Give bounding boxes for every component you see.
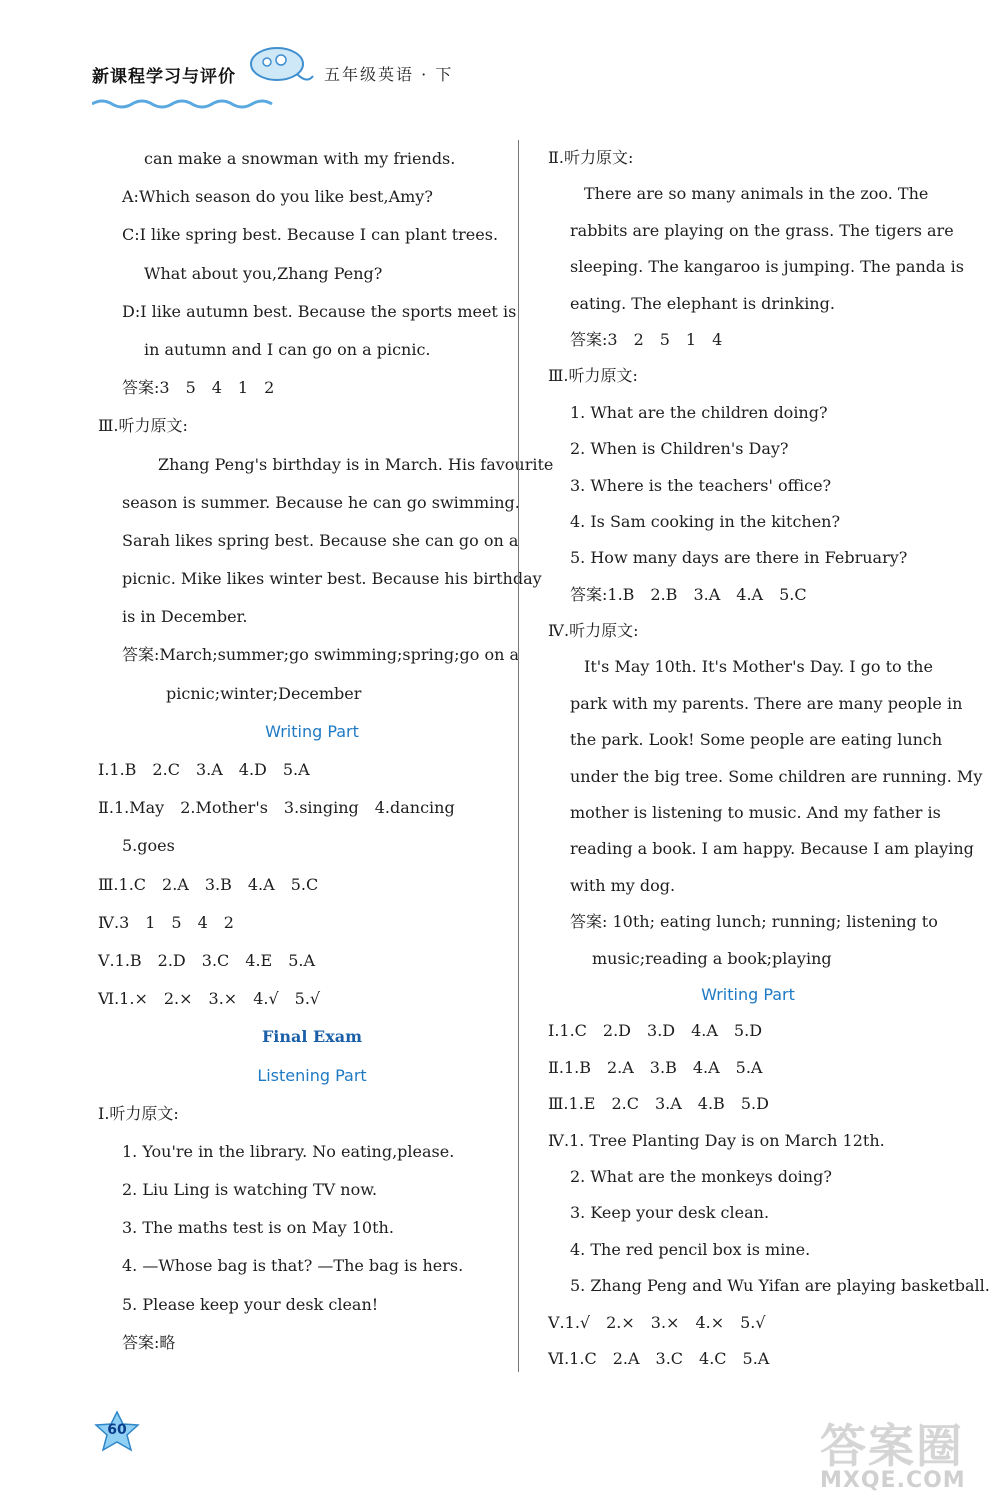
text-line: Ⅱ.听力原文:: [548, 148, 634, 167]
text-line: park with my parents. There are many people in: [570, 693, 963, 713]
text-line: Sarah likes spring best. Because she can go on a: [122, 530, 519, 550]
text-line: Ⅱ.1.B 2.A 3.B 4.A 5.A: [548, 1057, 763, 1077]
right-column: [548, 140, 990, 1377]
text-line: 5. Zhang Peng and Wu Yifan are playing basketball.: [570, 1276, 990, 1296]
text-line: is in December.: [122, 607, 248, 627]
text-line: season is summer. Because he can go swimming.: [122, 492, 520, 512]
section-heading: Writing Part: [265, 721, 359, 741]
text-line: 1. What are the children doing?: [570, 402, 828, 422]
text-line: Ⅴ.1.B 2.D 3.C 4.E 5.A: [98, 950, 316, 970]
text-line: Ⅳ.1. Tree Planting Day is on March 12th.: [548, 1130, 885, 1150]
text-line: Ⅵ.1.× 2.× 3.× 4.√ 5.√: [98, 989, 321, 1009]
text-line: What about you,Zhang Peng?: [144, 263, 383, 283]
series-title: 新课程学习与评价: [92, 67, 236, 87]
text-line: Ⅵ.1.C 2.A 3.C 4.C 5.A: [548, 1348, 770, 1368]
cloud-logo-icon: [247, 40, 317, 90]
text-line: with my dog.: [570, 875, 676, 895]
text-line: can make a snowman with my friends.: [144, 149, 456, 168]
text-line: 答案:1.B 2.B 3.A 4.A 5.C: [570, 584, 807, 604]
header-wave-decoration: [92, 98, 282, 110]
text-line: 2. What are the monkeys doing?: [570, 1166, 832, 1186]
text-line: Ⅴ.1.√ 2.× 3.× 4.× 5.√: [548, 1312, 766, 1332]
text-line: Ⅰ.1.B 2.C 3.A 4.D 5.A: [98, 760, 310, 779]
text-line: 4. —Whose bag is that? —The bag is hers.: [122, 1256, 464, 1276]
text-line: Ⅳ.3 1 5 4 2: [98, 912, 234, 932]
watermark-site: MXQE.COM: [820, 1468, 966, 1493]
text-line: 5.goes: [122, 836, 175, 856]
text-line: 答案:3 5 4 1 2: [122, 378, 275, 398]
text-line: picnic. Mike likes winter best. Because his birthday: [122, 569, 542, 589]
section-heading: Listening Part: [257, 1065, 367, 1085]
text-line: 答案:March;summer;go swimming;spring;go on a: [122, 645, 520, 665]
text-line: Ⅲ.1.C 2.A 3.B 4.A 5.C: [98, 874, 319, 894]
text-line: mother is listening to music. And my father is: [570, 803, 941, 823]
text-line: picnic;winter;December: [166, 683, 362, 703]
column-divider: [518, 140, 519, 1372]
text-line: 3. The maths test is on May 10th.: [122, 1218, 394, 1238]
page-number: 60: [107, 1422, 127, 1438]
text-line: 答案:3 2 5 1 4: [570, 329, 723, 349]
text-line: 5. How many days are there in February?: [570, 548, 908, 568]
page-header: [92, 40, 512, 110]
left-column: [98, 140, 554, 1362]
text-line: Ⅳ.听力原文:: [548, 621, 639, 641]
text-line: 5. Please keep your desk clean!: [122, 1294, 379, 1314]
text-line: Zhang Peng's birthday is in March. His favourite: [158, 454, 554, 474]
text-line: D:I like autumn best. Because the sports meet is: [122, 301, 517, 321]
text-line: 2. Liu Ling is watching TV now.: [122, 1180, 378, 1200]
text-line: in autumn and I can go on a picnic.: [144, 339, 431, 359]
book-title: 五年级英语 · 下: [324, 65, 454, 84]
text-line: music;reading a book;playing: [592, 948, 832, 968]
text-line: Ⅲ.1.E 2.C 3.A 4.B 5.D: [548, 1094, 769, 1114]
text-line: 1. You're in the library. No eating,please.: [122, 1141, 455, 1161]
text-line: A:Which season do you like best,Amy?: [122, 187, 433, 207]
text-line: 4. Is Sam cooking in the kitchen?: [570, 511, 841, 531]
text-line: 答案: 10th; eating lunch; running; listening to: [570, 912, 938, 932]
text-line: sleeping. The kangaroo is jumping. The panda is: [570, 257, 964, 277]
text-line: Ⅰ.1.C 2.D 3.D 4.A 5.D: [548, 1021, 763, 1041]
watermark-logo-text: 答案圈: [820, 1419, 964, 1473]
text-line: Ⅰ.听力原文:: [98, 1103, 179, 1123]
section-heading: Writing Part: [701, 984, 795, 1004]
text-line: 4. The red pencil box is mine.: [570, 1239, 811, 1259]
text-line: the park. Look! Some people are eating lunch: [570, 730, 943, 750]
text-line: C:I like spring best. Because I can plant trees.: [122, 225, 499, 245]
text-line: Ⅲ.听力原文:: [98, 416, 188, 436]
text-line: 3. Keep your desk clean.: [570, 1203, 770, 1223]
exam-title: Final Exam: [261, 1027, 363, 1047]
text-line: under the big tree. Some children are running. My: [570, 766, 983, 786]
text-line: Ⅲ.听力原文:: [548, 366, 638, 386]
text-line: Ⅱ.1.May 2.Mother's 3.singing 4.dancing: [98, 798, 455, 818]
text-line: eating. The elephant is drinking.: [570, 293, 835, 313]
text-line: 答案:略: [122, 1332, 176, 1352]
text-line: reading a book. I am happy. Because I am playing: [570, 839, 974, 859]
page-number-badge: [92, 1410, 142, 1454]
text-line: rabbits are playing on the grass. The tigers are: [570, 220, 954, 240]
watermark: [820, 1410, 990, 1500]
text-line: 3. Where is the teachers' office?: [570, 475, 832, 495]
text-line: There are so many animals in the zoo. The: [584, 184, 929, 204]
text-line: 2. When is Children's Day?: [570, 439, 789, 459]
text-line: It's May 10th. It's Mother's Day. I go to the: [584, 657, 933, 677]
